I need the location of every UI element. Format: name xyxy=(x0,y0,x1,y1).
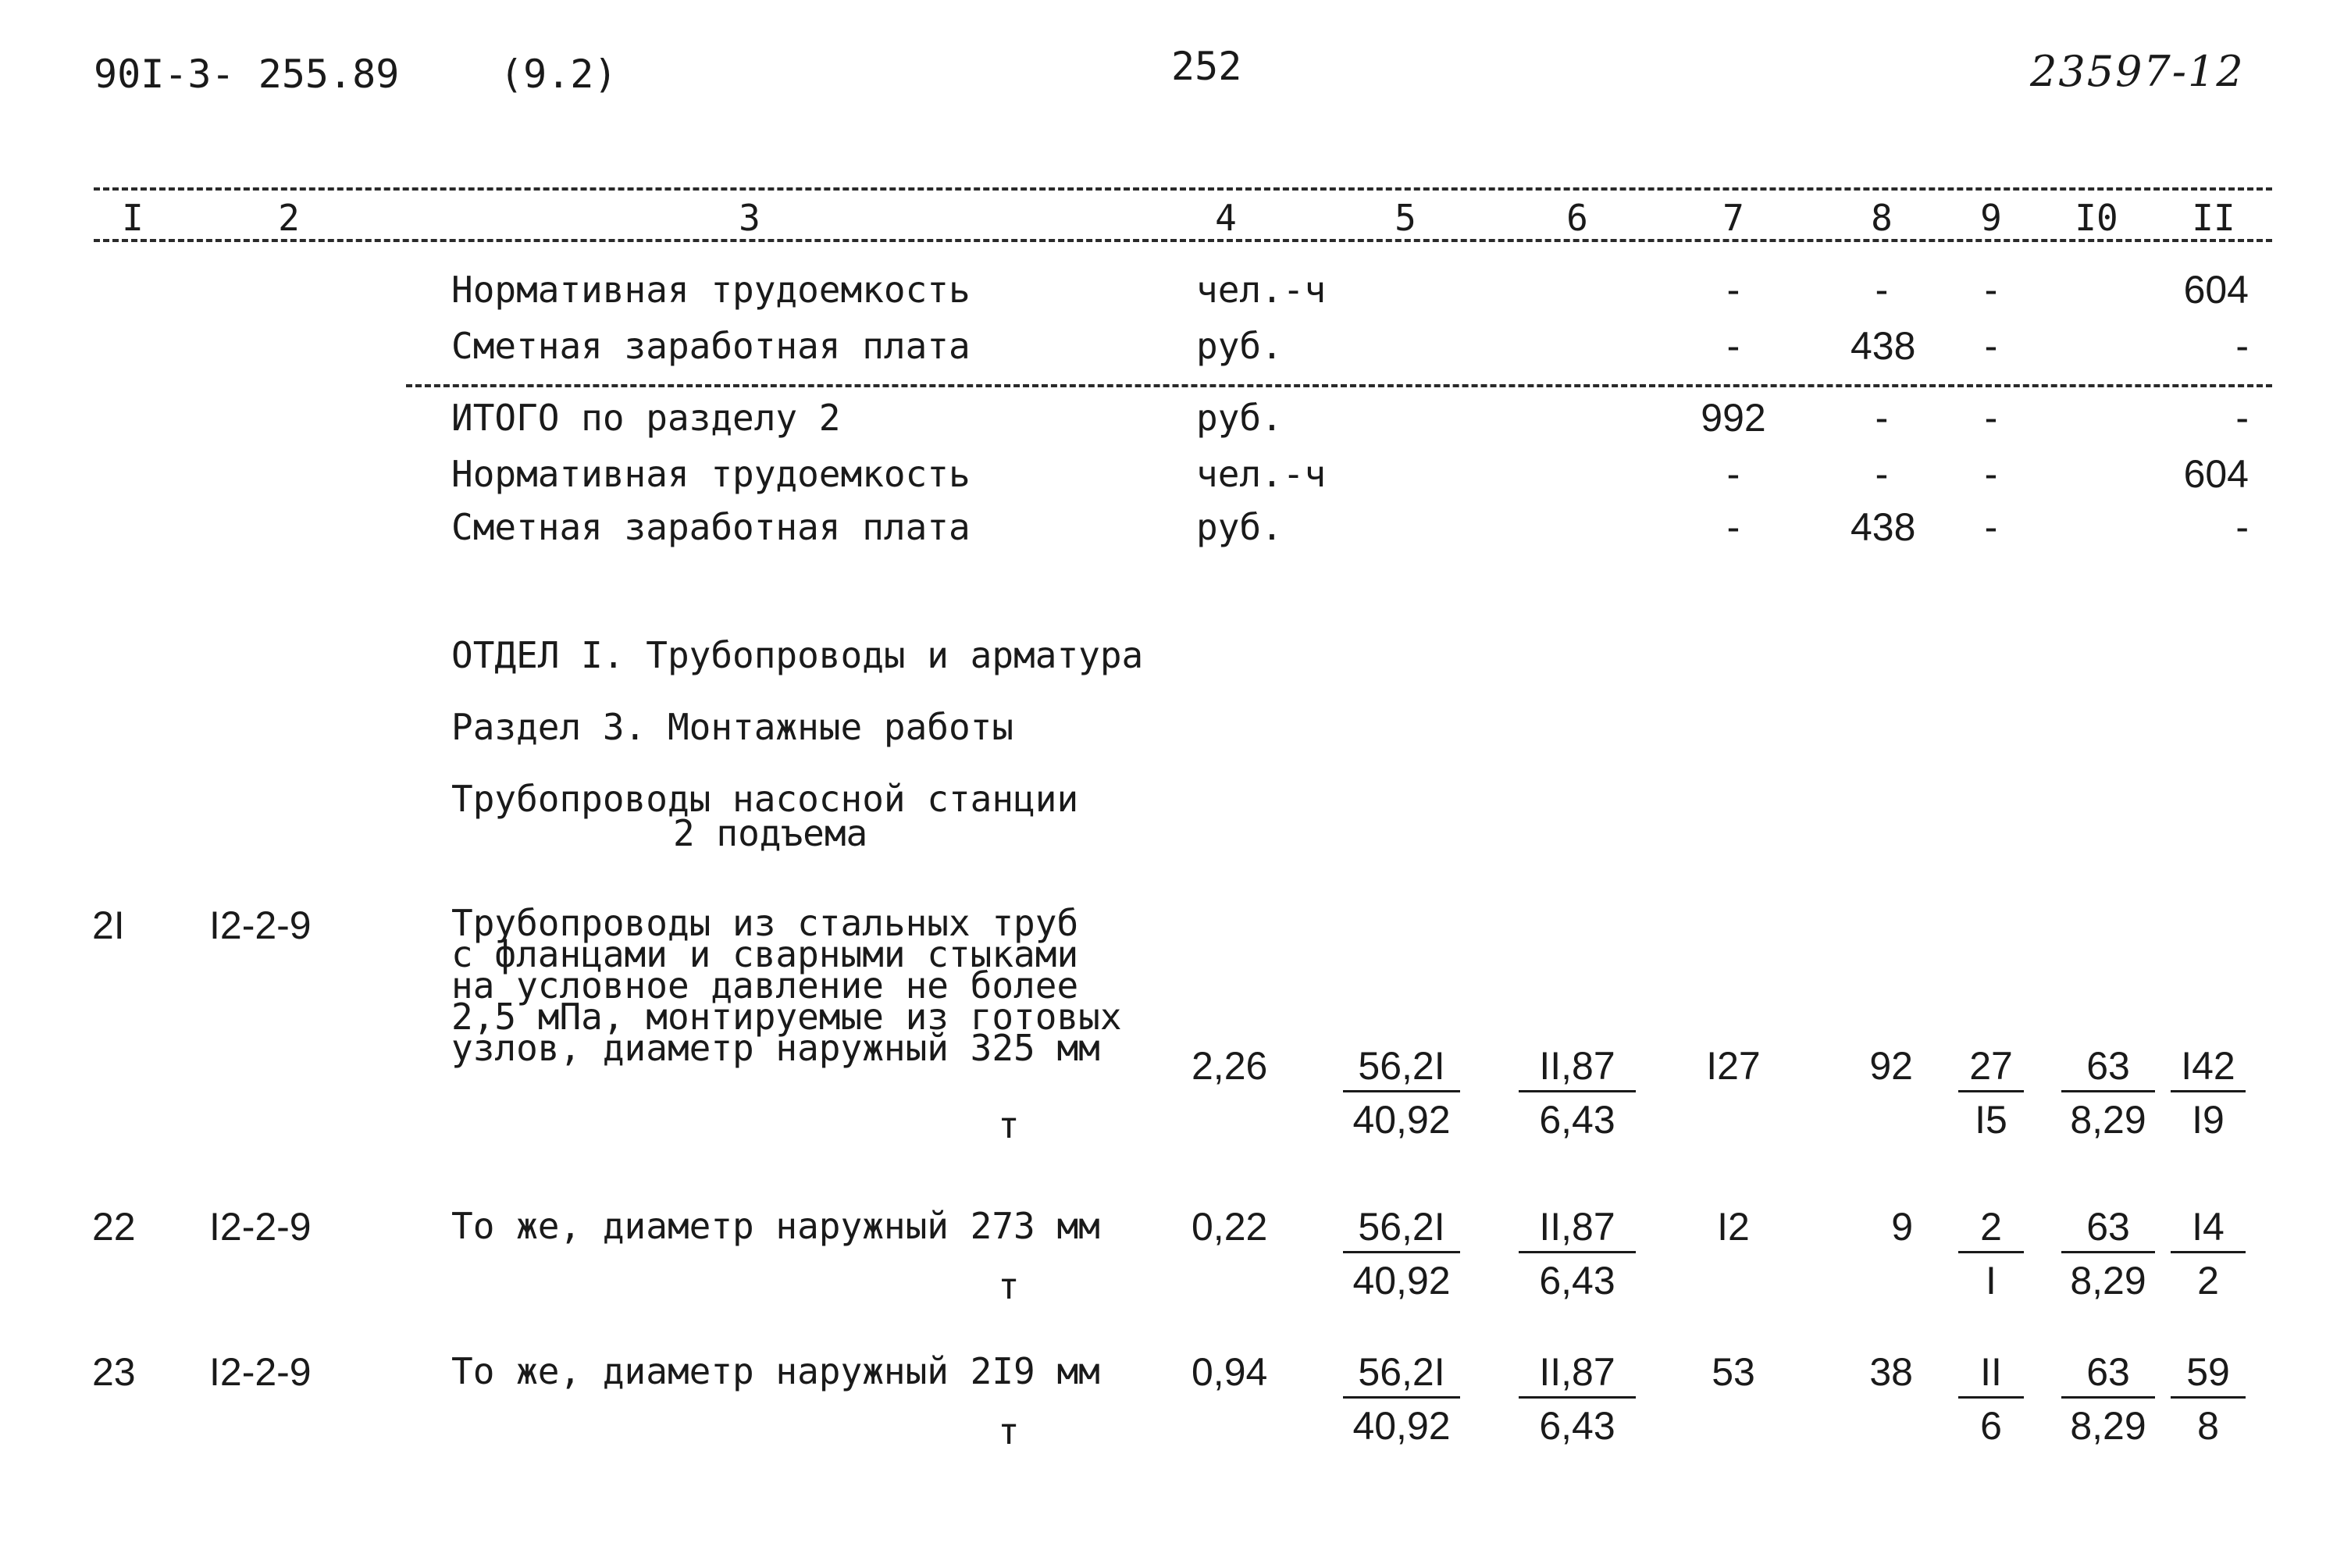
summary-row-labor-unit: чел.-ч xyxy=(1196,269,1327,311)
total-row-sum-col8: - xyxy=(1875,396,1889,440)
row-number: 22 xyxy=(92,1205,136,1249)
fraction-top: 56,2I xyxy=(1343,1352,1460,1399)
row-col8: 92 xyxy=(1869,1044,1913,1088)
column-header-1: I xyxy=(122,197,144,239)
total-row-wage-label: Сметная заработная плата xyxy=(451,506,971,548)
fraction-bottom: 6,43 xyxy=(1539,1404,1615,1448)
total-row-labor-col8: - xyxy=(1875,452,1889,496)
fraction-top: I42 xyxy=(2171,1046,2246,1092)
total-divider xyxy=(406,384,2272,387)
summary-row-wage-col9: - xyxy=(1984,324,1998,368)
total-row-sum-unit: руб. xyxy=(1196,397,1283,439)
summary-row-labor-col8: - xyxy=(1875,268,1889,312)
summary-row-labor-col7: - xyxy=(1726,268,1740,312)
row-unit: т xyxy=(998,1410,1020,1452)
fraction-top: 2 xyxy=(1958,1207,2024,1253)
total-row-sum-col7: 992 xyxy=(1701,396,1766,440)
summary-row-wage-col7: - xyxy=(1726,324,1740,368)
fraction-bottom: 40,92 xyxy=(1352,1404,1451,1448)
row-description xyxy=(451,902,1122,1069)
fraction-top: II,87 xyxy=(1519,1352,1636,1399)
total-row-labor-label: Нормативная трудоемкость xyxy=(451,453,971,495)
total-row-sum-col9: - xyxy=(1984,396,1998,440)
column-header-11: II xyxy=(2192,197,2235,239)
row-number: 2I xyxy=(92,903,125,947)
section-heading: Раздел 3. Монтажные работы xyxy=(451,706,1014,748)
row-col6-fraction xyxy=(1519,1205,1636,1303)
row-col6-fraction xyxy=(1519,1350,1636,1448)
table-top-border xyxy=(94,187,2272,191)
row-col7: I2 xyxy=(1717,1205,1750,1249)
description-line: 2,5 мПа, монтируемые из готовых xyxy=(451,996,1122,1038)
total-row-labor-unit: чел.-ч xyxy=(1196,453,1327,495)
fraction-bottom: 8,29 xyxy=(2070,1098,2146,1142)
total-row-sum-col11: - xyxy=(2235,396,2249,440)
row-code: I2-2-9 xyxy=(209,1350,312,1394)
row-code: I2-2-9 xyxy=(209,1205,312,1249)
total-row-labor-col7: - xyxy=(1726,452,1740,496)
total-row-wage-col8: 438 xyxy=(1851,505,1916,549)
fraction-top: 63 xyxy=(2061,1207,2155,1253)
row-unit: т xyxy=(998,1265,1020,1307)
row-col5-fraction xyxy=(1343,1350,1460,1448)
summary-row-labor-label: Нормативная трудоемкость xyxy=(451,269,971,311)
fraction-top: 63 xyxy=(2061,1352,2155,1399)
fraction-top: II,87 xyxy=(1519,1207,1636,1253)
row-number: 23 xyxy=(92,1350,136,1394)
section-reference: (9.2) xyxy=(500,52,618,97)
fraction-top: 56,2I xyxy=(1343,1046,1460,1092)
fraction-bottom: I9 xyxy=(2192,1098,2225,1142)
row-description xyxy=(451,1350,1100,1392)
fraction-bottom: 40,92 xyxy=(1352,1098,1451,1142)
description-line: с фланцами и сварными стыками xyxy=(451,933,1079,975)
document-code: 90I-3- 255.89 xyxy=(94,52,400,97)
summary-row-wage-col8: 438 xyxy=(1851,324,1916,368)
row-col11-fraction xyxy=(2171,1044,2246,1142)
row-col9-fraction xyxy=(1958,1350,2024,1448)
row-col11-fraction xyxy=(2171,1205,2246,1303)
total-row-wage-col7: - xyxy=(1726,505,1740,549)
row-quantity: 0,22 xyxy=(1192,1205,1268,1249)
fraction-bottom: 8,29 xyxy=(2070,1259,2146,1303)
column-header-9: 9 xyxy=(1980,197,2002,239)
row-col8: 38 xyxy=(1869,1350,1913,1394)
total-row-wage-col9: - xyxy=(1984,505,1998,549)
column-header-7: 7 xyxy=(1722,197,1744,239)
fraction-top: II,87 xyxy=(1519,1046,1636,1092)
summary-row-labor-col9: - xyxy=(1984,268,1998,312)
row-col5-fraction xyxy=(1343,1044,1460,1142)
row-unit: т xyxy=(998,1104,1020,1146)
column-header-row xyxy=(0,197,2351,239)
subsection-heading-line1: Трубопроводы насосной станции xyxy=(451,778,1079,820)
row-quantity: 0,94 xyxy=(1192,1350,1268,1394)
total-row-wage-unit: руб. xyxy=(1196,506,1283,548)
column-header-8: 8 xyxy=(1871,197,1893,239)
row-col7: 53 xyxy=(1712,1350,1755,1394)
archive-stamp: 23597-12 xyxy=(2030,47,2245,96)
fraction-bottom: I xyxy=(1986,1259,1997,1303)
summary-row-wage-label: Сметная заработная плата xyxy=(451,325,971,367)
total-row-sum-label: ИТОГО по разделу 2 xyxy=(451,397,841,439)
row-col9-fraction xyxy=(1958,1205,2024,1303)
column-header-10: I0 xyxy=(2075,197,2118,239)
row-col7: I27 xyxy=(1706,1044,1761,1088)
fraction-top: 56,2I xyxy=(1343,1207,1460,1253)
row-col10-fraction xyxy=(2061,1205,2155,1303)
row-col8: 9 xyxy=(1891,1205,1913,1249)
fraction-bottom: 8,29 xyxy=(2070,1404,2146,1448)
column-header-4: 4 xyxy=(1215,197,1237,239)
column-header-5: 5 xyxy=(1395,197,1416,239)
fraction-top: I4 xyxy=(2171,1207,2246,1253)
fraction-bottom: 6 xyxy=(1980,1404,2002,1448)
description-line: То же, диаметр наружный 2I9 мм xyxy=(451,1350,1100,1392)
row-quantity: 2,26 xyxy=(1192,1044,1268,1088)
description-line: Трубопроводы из стальных труб xyxy=(451,902,1079,944)
row-col10-fraction xyxy=(2061,1044,2155,1142)
summary-row-wage-col11: - xyxy=(2235,324,2249,368)
department-heading: ОТДЕЛ I. Трубопроводы и арматура xyxy=(451,634,1144,676)
row-code: I2-2-9 xyxy=(209,903,312,947)
row-col9-fraction xyxy=(1958,1044,2024,1142)
column-header-6: 6 xyxy=(1566,197,1588,239)
row-col11-fraction xyxy=(2171,1350,2246,1448)
total-row-labor-col9: - xyxy=(1984,452,1998,496)
fraction-bottom: 6,43 xyxy=(1539,1098,1615,1142)
column-header-2: 2 xyxy=(278,197,300,239)
fraction-top: 59 xyxy=(2171,1352,2246,1399)
fraction-top: 63 xyxy=(2061,1046,2155,1092)
page-number: 252 xyxy=(1171,44,1242,89)
column-header-3: 3 xyxy=(739,197,761,239)
fraction-bottom: 40,92 xyxy=(1352,1259,1451,1303)
row-col10-fraction xyxy=(2061,1350,2155,1448)
fraction-bottom: 6,43 xyxy=(1539,1259,1615,1303)
row-description xyxy=(451,1205,1100,1247)
description-line: узлов, диаметр наружный 325 мм xyxy=(451,1027,1100,1069)
subsection-heading-line2: 2 подъема xyxy=(673,812,868,854)
fraction-top: 27 xyxy=(1958,1046,2024,1092)
row-col5-fraction xyxy=(1343,1205,1460,1303)
total-row-labor-col11: 604 xyxy=(2183,452,2249,496)
column-header-bottom-border xyxy=(94,239,2272,242)
fraction-bottom: 8 xyxy=(2197,1404,2219,1448)
fraction-top: II xyxy=(1958,1352,2024,1399)
description-line: То же, диаметр наружный 273 мм xyxy=(451,1205,1100,1247)
fraction-bottom: 2 xyxy=(2197,1259,2219,1303)
description-line: на условное давление не более xyxy=(451,964,1079,1007)
total-row-wage-col11: - xyxy=(2235,505,2249,549)
summary-row-wage-unit: руб. xyxy=(1196,325,1283,367)
summary-row-labor-col11: 604 xyxy=(2183,268,2249,312)
fraction-bottom: I5 xyxy=(1975,1098,2007,1142)
row-col6-fraction xyxy=(1519,1044,1636,1142)
